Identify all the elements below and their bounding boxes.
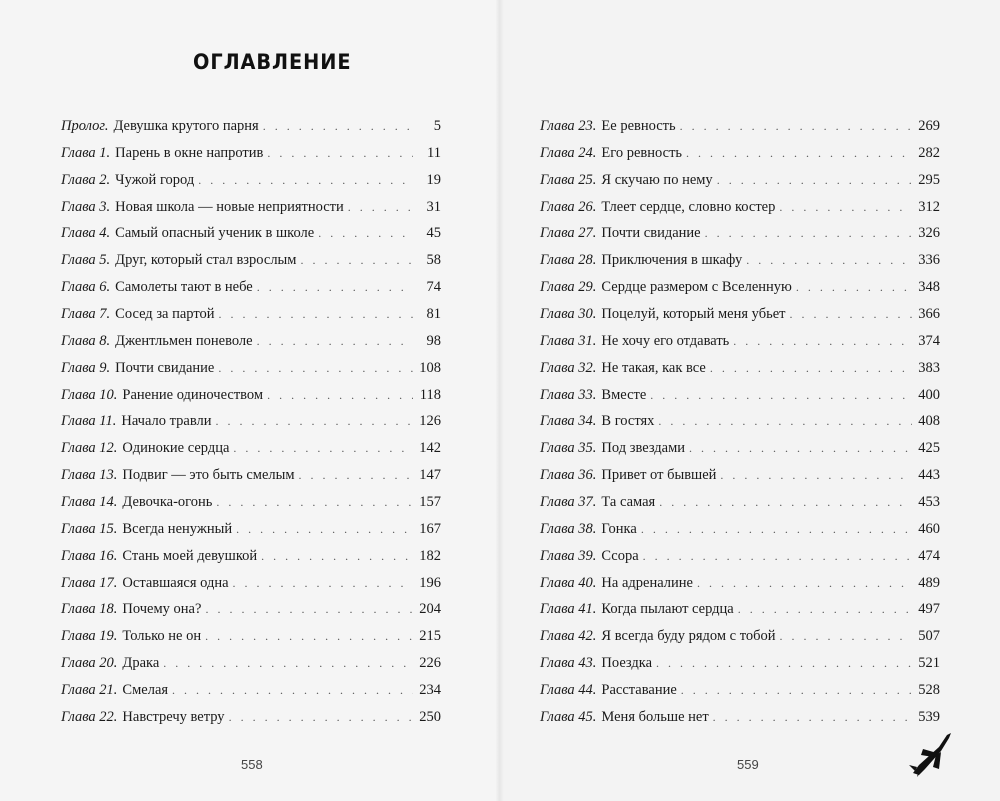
leader-dots <box>717 171 912 189</box>
toc-entry <box>61 654 441 681</box>
toc-entry <box>540 117 940 144</box>
page-number-right: 559 <box>737 757 759 772</box>
leader-dots <box>267 144 413 162</box>
chapter-title: Друг, который стал взрослым <box>115 252 297 269</box>
leader-dots <box>746 251 912 269</box>
chapter-label: Пролог. <box>61 118 109 134</box>
chapter-label: Глава 13. <box>61 467 118 484</box>
chapter-label: Глава 2. <box>61 171 111 188</box>
chapter-page-number: 31 <box>426 198 441 215</box>
leader-dots <box>697 574 912 592</box>
chapter-title: Драка <box>122 655 160 672</box>
chapter-page-number: 474 <box>918 547 940 564</box>
chapter-title: В гостях <box>601 413 655 430</box>
chapter-title: На адреналине <box>601 574 693 591</box>
chapter-title: Его ревность <box>601 144 683 161</box>
leader-dots <box>257 278 413 296</box>
leader-dots <box>229 708 413 726</box>
toc-entry <box>540 600 940 627</box>
chapter-page-number: 374 <box>918 332 940 349</box>
chapter-label: Глава 32. <box>540 359 597 376</box>
chapter-label: Глава 24. <box>540 144 597 161</box>
toc-entry <box>540 386 940 413</box>
leader-dots <box>263 117 413 135</box>
leader-dots <box>267 386 413 404</box>
chapter-label: Глава 33. <box>540 386 597 403</box>
chapter-title: Самолеты тают в небе <box>115 279 253 296</box>
chapter-label: Глава 9. <box>61 359 111 376</box>
chapter-title: Одинокие сердца <box>122 440 230 457</box>
chapter-page-number: 147 <box>419 467 441 484</box>
toc-entry <box>61 198 441 225</box>
toc-entry <box>61 359 441 386</box>
toc-entry <box>540 466 940 493</box>
toc-entry <box>540 708 940 735</box>
chapter-page-number: 408 <box>918 413 940 430</box>
chapter-title: Девочка-огонь <box>122 494 213 511</box>
chapter-label: Глава 29. <box>540 279 597 296</box>
chapter-label: Глава 18. <box>61 601 118 618</box>
chapter-title: Не такая, как все <box>601 359 706 376</box>
chapter-page-number: 204 <box>419 601 441 618</box>
toc-entry <box>61 251 441 278</box>
chapter-title: Вместе <box>601 386 647 403</box>
chapter-title: Стань моей девушкой <box>122 547 258 564</box>
chapter-label: Глава 5. <box>61 252 111 269</box>
toc-entry <box>61 520 441 547</box>
leader-dots <box>789 305 912 323</box>
toc-entry <box>61 493 441 520</box>
chapter-title: Почти свидание <box>601 225 701 242</box>
chapter-title: Я всегда буду рядом с тобой <box>601 628 776 645</box>
leader-dots <box>713 708 912 726</box>
leader-dots <box>216 493 413 511</box>
chapter-label: Глава 26. <box>540 198 597 215</box>
chapter-page-number: 81 <box>426 306 441 323</box>
leader-dots <box>163 654 413 672</box>
chapter-label: Глава 34. <box>540 413 597 430</box>
chapter-page-number: 74 <box>426 279 441 296</box>
leader-dots <box>780 627 912 645</box>
chapter-title: Под звездами <box>601 440 686 457</box>
leader-dots <box>318 224 413 242</box>
toc-entry <box>540 251 940 278</box>
chapter-page-number: 295 <box>918 171 940 188</box>
chapter-page-number: 45 <box>426 225 441 242</box>
chapter-title: Навстречу ветру <box>122 708 225 725</box>
chapter-label: Глава 8. <box>61 332 111 349</box>
chapter-page-number: 312 <box>918 198 940 215</box>
chapter-label: Глава 23. <box>540 118 597 134</box>
toc-entry <box>540 224 940 251</box>
chapter-page-number: 336 <box>918 252 940 269</box>
toc-entry <box>540 412 940 439</box>
chapter-label: Глава 25. <box>540 171 597 188</box>
chapter-title: Сердце размером с Вселенную <box>601 279 792 296</box>
toc-entry <box>540 171 940 198</box>
chapter-label: Глава 40. <box>540 574 597 591</box>
toc-entry <box>540 198 940 225</box>
chapter-page-number: 443 <box>918 467 940 484</box>
leader-dots <box>779 198 912 216</box>
toc-list-right <box>540 117 940 735</box>
chapter-page-number: 182 <box>419 547 441 564</box>
chapter-title: Ранение одиночеством <box>122 386 264 403</box>
chapter-page-number: 118 <box>419 386 441 403</box>
chapter-label: Глава 15. <box>61 520 118 537</box>
chapter-label: Глава 6. <box>61 279 111 296</box>
chapter-label: Глава 4. <box>61 225 111 242</box>
chapter-page-number: 326 <box>918 225 940 242</box>
chapter-label: Глава 31. <box>540 332 597 349</box>
leader-dots <box>658 412 912 430</box>
chapter-title: Всегда ненужный <box>122 520 233 537</box>
chapter-title: Девушка крутого парня <box>113 118 259 134</box>
chapter-title: Парень в окне напротив <box>115 144 264 161</box>
toc-entry <box>540 278 940 305</box>
leader-dots <box>257 332 413 350</box>
leader-dots <box>643 547 912 565</box>
chapter-label: Глава 35. <box>540 440 597 457</box>
chapter-title: Ссора <box>601 547 639 564</box>
chapter-page-number: 489 <box>918 574 940 591</box>
chapter-label: Глава 42. <box>540 628 597 645</box>
leader-dots <box>796 278 912 296</box>
toc-entry <box>61 386 441 413</box>
toc-entry <box>61 278 441 305</box>
chapter-label: Глава 21. <box>61 682 118 699</box>
toc-entry <box>61 171 441 198</box>
toc-entry <box>540 493 940 520</box>
chapter-page-number: 142 <box>419 440 441 457</box>
chapter-label: Глава 36. <box>540 467 597 484</box>
chapter-label: Глава 17. <box>61 574 118 591</box>
toc-entry <box>540 654 940 681</box>
chapter-label: Глава 37. <box>540 494 597 511</box>
leader-dots <box>348 198 413 216</box>
leader-dots <box>233 439 413 457</box>
chapter-title: Расставание <box>601 682 677 699</box>
chapter-page-number: 5 <box>433 118 441 134</box>
leader-dots <box>198 171 413 189</box>
toc-entry <box>61 574 441 601</box>
chapter-title: Подвиг — это быть смелым <box>122 467 295 484</box>
leader-dots <box>659 493 912 511</box>
leader-dots <box>641 520 912 538</box>
leader-dots <box>681 681 912 699</box>
leader-dots <box>299 466 413 484</box>
toc-entry <box>540 439 940 466</box>
chapter-page-number: 539 <box>918 708 940 725</box>
chapter-page-number: 460 <box>918 520 940 537</box>
toc-entry <box>540 305 940 332</box>
toc-entry <box>540 627 940 654</box>
book-gutter <box>496 0 504 801</box>
toc-entry <box>61 708 441 735</box>
chapter-page-number: 58 <box>426 252 441 269</box>
leader-dots <box>205 627 413 645</box>
chapter-title: Только не он <box>122 628 202 645</box>
toc-entry <box>61 305 441 332</box>
toc-list-left <box>61 117 441 735</box>
chapter-label: Глава 22. <box>61 708 118 725</box>
toc-entry <box>61 117 441 144</box>
chapter-title: Чужой город <box>115 171 195 188</box>
chapter-title: Гонка <box>601 520 637 537</box>
leader-dots <box>733 332 912 350</box>
chapter-label: Глава 19. <box>61 628 118 645</box>
toc-entry <box>61 466 441 493</box>
chapter-title: Тлеет сердце, словно костер <box>601 198 776 215</box>
chapter-title: Приключения в шкафу <box>601 252 743 269</box>
chapter-page-number: 126 <box>419 413 441 430</box>
chapter-page-number: 98 <box>426 332 441 349</box>
chapter-label: Глава 10. <box>61 386 118 403</box>
leader-dots <box>233 574 413 592</box>
chapter-page-number: 282 <box>918 144 940 161</box>
leader-dots <box>216 412 413 430</box>
page-title: ОГЛАВЛЕНИЕ <box>193 50 352 74</box>
chapter-title: Та самая <box>601 494 656 511</box>
toc-entry <box>61 439 441 466</box>
toc-entry <box>540 359 940 386</box>
chapter-label: Глава 28. <box>540 252 597 269</box>
chapter-page-number: 400 <box>918 386 940 403</box>
chapter-title: Меня больше нет <box>601 708 709 725</box>
chapter-page-number: 19 <box>426 171 441 188</box>
leader-dots <box>705 224 912 242</box>
chapter-label: Глава 7. <box>61 306 111 323</box>
toc-entry <box>540 144 940 171</box>
chapter-page-number: 250 <box>419 708 441 725</box>
chapter-title: Поцелуй, который меня убьет <box>601 306 786 323</box>
leader-dots <box>300 251 413 269</box>
leader-dots <box>680 117 912 135</box>
chapter-page-number: 234 <box>419 682 441 699</box>
chapter-label: Глава 38. <box>540 520 597 537</box>
toc-entry <box>61 412 441 439</box>
chapter-page-number: 348 <box>918 279 940 296</box>
chapter-label: Глава 43. <box>540 655 597 672</box>
airplane-icon <box>903 725 959 781</box>
chapter-title: Ее ревность <box>601 118 676 134</box>
chapter-label: Глава 1. <box>61 144 111 161</box>
chapter-title: Начало травли <box>121 413 212 430</box>
chapter-label: Глава 30. <box>540 306 597 323</box>
chapter-page-number: 425 <box>918 440 940 457</box>
toc-entry <box>540 332 940 359</box>
chapter-label: Глава 41. <box>540 601 597 618</box>
chapter-page-number: 507 <box>918 628 940 645</box>
leader-dots <box>218 359 413 377</box>
leader-dots <box>689 439 912 457</box>
leader-dots <box>720 466 912 484</box>
chapter-title: Я скучаю по нему <box>601 171 713 188</box>
toc-entry <box>61 547 441 574</box>
chapter-page-number: 521 <box>918 655 940 672</box>
chapter-page-number: 196 <box>419 574 441 591</box>
toc-entry <box>540 520 940 547</box>
chapter-label: Глава 27. <box>540 225 597 242</box>
toc-entry <box>61 627 441 654</box>
chapter-title: Не хочу его отдавать <box>601 332 730 349</box>
chapter-title: Смелая <box>122 682 169 699</box>
chapter-page-number: 11 <box>427 144 441 161</box>
leader-dots <box>656 654 912 672</box>
leader-dots <box>261 547 413 565</box>
chapter-title: Поездка <box>601 655 653 672</box>
chapter-label: Глава 44. <box>540 682 597 699</box>
leader-dots <box>205 600 413 618</box>
leader-dots <box>650 386 912 404</box>
chapter-label: Глава 20. <box>61 655 118 672</box>
leader-dots <box>686 144 912 162</box>
toc-entry <box>61 224 441 251</box>
chapter-page-number: 497 <box>918 601 940 618</box>
chapter-title: Сосед за партой <box>115 306 215 323</box>
chapter-page-number: 528 <box>918 682 940 699</box>
chapter-page-number: 383 <box>918 359 940 376</box>
leader-dots <box>738 600 912 618</box>
chapter-label: Глава 39. <box>540 547 597 564</box>
chapter-page-number: 108 <box>419 359 441 376</box>
chapter-label: Глава 14. <box>61 494 118 511</box>
chapter-title: Когда пылают сердца <box>601 601 734 618</box>
chapter-page-number: 215 <box>419 628 441 645</box>
toc-entry <box>540 574 940 601</box>
chapter-page-number: 226 <box>419 655 441 672</box>
chapter-page-number: 167 <box>419 520 441 537</box>
toc-entry <box>540 547 940 574</box>
chapter-label: Глава 11. <box>61 413 117 430</box>
leader-dots <box>710 359 912 377</box>
chapter-page-number: 157 <box>419 494 441 511</box>
toc-entry <box>61 332 441 359</box>
chapter-title: Джентльмен поневоле <box>115 332 253 349</box>
leader-dots <box>172 681 413 699</box>
chapter-title: Почему она? <box>122 601 202 618</box>
right-page <box>500 0 1000 801</box>
chapter-title: Самый опасный ученик в школе <box>115 225 315 242</box>
leader-dots <box>236 520 413 538</box>
chapter-label: Глава 45. <box>540 708 597 725</box>
leader-dots <box>219 305 413 323</box>
chapter-title: Привет от бывшей <box>601 467 717 484</box>
toc-entry <box>61 600 441 627</box>
toc-entry <box>540 681 940 708</box>
chapter-title: Почти свидание <box>115 359 215 376</box>
toc-entry <box>61 681 441 708</box>
chapter-label: Глава 16. <box>61 547 118 564</box>
toc-entry <box>61 144 441 171</box>
chapter-page-number: 269 <box>918 118 940 134</box>
chapter-label: Глава 12. <box>61 440 118 457</box>
page-number-left: 558 <box>241 757 263 772</box>
chapter-page-number: 453 <box>918 494 940 511</box>
chapter-title: Новая школа — новые неприятности <box>115 198 344 215</box>
chapter-page-number: 366 <box>918 306 940 323</box>
chapter-label: Глава 3. <box>61 198 111 215</box>
chapter-title: Оставшаяся одна <box>122 574 229 591</box>
